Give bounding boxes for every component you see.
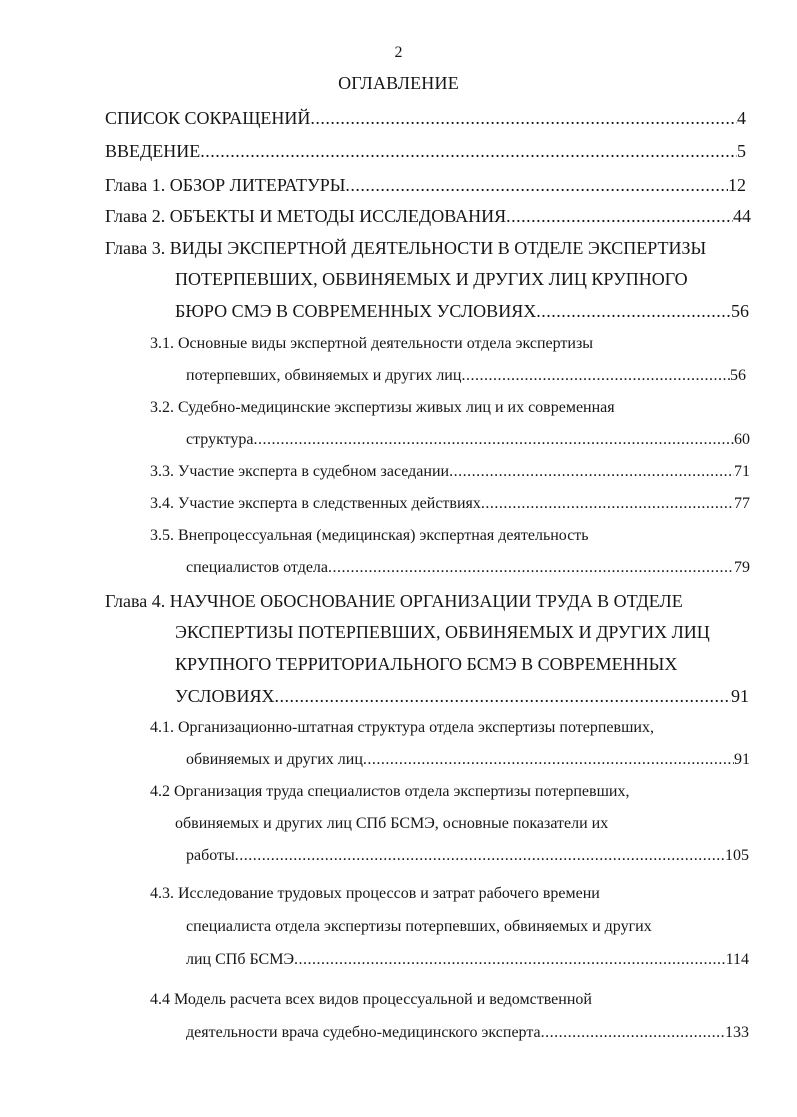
toc-entry-line: специалиста отдела экспертизы потерпевших, обвиняемых и других	[186, 918, 652, 935]
leader-dots	[310, 106, 737, 130]
toc-entry-line: УСЛОВИЯХ	[175, 686, 275, 706]
toc-entry-line: потерпевших, обвиняемых и других лиц	[186, 367, 462, 384]
toc-entry-line: Глава 4. НАУЧНОЕ ОБОСНОВАНИЕ ОРГАНИЗАЦИИ ТРУДА В ОТДЕЛЕ	[105, 591, 683, 611]
toc-entry-line: Глава 3. ВИДЫ ЭКСПЕРТНОЙ ДЕЯТЕЛЬНОСТИ В ОТДЕЛЕ ЭКСПЕРТИЗЫ	[105, 238, 707, 258]
toc-entry-abbreviations	[105, 106, 746, 130]
leader-dots	[449, 460, 734, 484]
leader-dots	[541, 1021, 725, 1045]
leader-dots	[275, 684, 731, 708]
toc-entry-page: 12	[728, 175, 746, 195]
page-number: 2	[394, 44, 403, 61]
toc-entry-page: 114	[725, 951, 749, 968]
leader-dots	[345, 173, 728, 197]
toc-entry-line: 3.1. Основные виды экспертной деятельности отдела экспертизы	[150, 335, 594, 352]
toc-entry-title: 3.3. Участие эксперта в судебном заседании	[150, 463, 450, 480]
toc-entry-title: Глава 1. ОБЗОР ЛИТЕРАТУРЫ	[105, 175, 346, 195]
toc-entry-line: работы	[186, 847, 235, 864]
toc-entry-line: 4.4 Модель расчета всех видов процессуальной и ведомственной	[150, 991, 592, 1008]
toc-entry-title: ВВЕДЕНИЕ	[105, 141, 201, 161]
leader-dots	[294, 948, 726, 972]
toc-entry-introduction	[105, 139, 746, 163]
toc-entry-line: 3.5. Внепроцессуальная (медицинская) экспертная деятельность	[150, 527, 589, 544]
toc-entry-page: 79	[734, 559, 750, 576]
leader-dots	[235, 844, 725, 868]
toc-entry-line: лиц СПб БСМЭ	[186, 951, 295, 968]
toc-entry-page: 5	[737, 141, 746, 161]
toc-entry-chapter-2	[105, 204, 751, 228]
toc-entry-line: 4.3. Исследование трудовых процессов и затрат рабочего времени	[150, 885, 600, 902]
toc-entry-title: СПИСОК СОКРАЩЕНИЙ	[105, 108, 311, 128]
toc-entry-section-3-4	[150, 492, 750, 516]
leader-dots	[254, 428, 734, 452]
toc-entry-line: КРУПНОГО ТЕРРИТОРИАЛЬНОГО БСМЭ В СОВРЕМЕННЫХ	[175, 654, 678, 674]
leader-dots	[461, 364, 730, 388]
leader-dots	[506, 204, 733, 228]
toc-entry-page: 91	[734, 751, 750, 768]
toc-entry-page: 105	[725, 847, 749, 864]
toc-entry-page: 71	[734, 463, 750, 480]
toc-entry-line: 4.1. Организационно-штатная структура отдела экспертизы потерпевших,	[150, 719, 654, 736]
leader-dots	[481, 492, 734, 516]
toc-entry-line: обвиняемых и других лиц СПб БСМЭ, основные показатели их	[175, 815, 609, 832]
leader-dots	[200, 139, 737, 163]
toc-entry-line: БЮРО СМЭ В СОВРЕМЕННЫХ УСЛОВИЯХ	[175, 301, 537, 321]
toc-entry-line: 3.2. Судебно-медицинские экспертизы живых лиц и их современная	[150, 399, 615, 416]
toc-entry-title: Глава 2. ОБЪЕКТЫ И МЕТОДЫ ИССЛЕДОВАНИЯ	[105, 206, 507, 226]
leader-dots	[328, 556, 734, 580]
toc-entry-page: 4	[737, 108, 746, 128]
toc-title: ОГЛАВЛЕНИЕ	[338, 73, 459, 93]
toc-entry-line: деятельности врача судебно-медицинского эксперта	[186, 1024, 541, 1041]
leader-dots	[536, 299, 731, 323]
toc-entry-page: 60	[734, 431, 750, 448]
leader-dots	[363, 748, 734, 772]
toc-entry-line: структура	[186, 431, 254, 448]
toc-entry-page: 56	[731, 301, 749, 321]
toc-entry-page: 91	[731, 686, 749, 706]
toc-entry-section-3-3	[150, 460, 750, 484]
toc-entry-page: 56	[730, 367, 746, 384]
toc-entry-line: обвиняемых и других лиц	[186, 751, 363, 768]
toc-entry-line: ПОТЕРПЕВШИХ, ОБВИНЯЕМЫХ И ДРУГИХ ЛИЦ КРУПНОГО	[175, 269, 688, 289]
toc-entry-page: 44	[733, 206, 751, 226]
toc-entry-line: 4.2 Организация труда специалистов отдела экспертизы потерпевших,	[150, 783, 630, 800]
toc-entry-page: 133	[725, 1024, 749, 1041]
toc-entry-title: 3.4. Участие эксперта в следственных действиях	[150, 495, 481, 512]
toc-entry-page: 77	[734, 495, 750, 512]
toc-entry-chapter-1	[105, 173, 746, 197]
toc-entry-line: ЭКСПЕРТИЗЫ ПОТЕРПЕВШИХ, ОБВИНЯЕМЫХ И ДРУГИХ ЛИЦ	[175, 622, 710, 642]
toc-entry-line: специалистов отдела	[186, 559, 329, 576]
